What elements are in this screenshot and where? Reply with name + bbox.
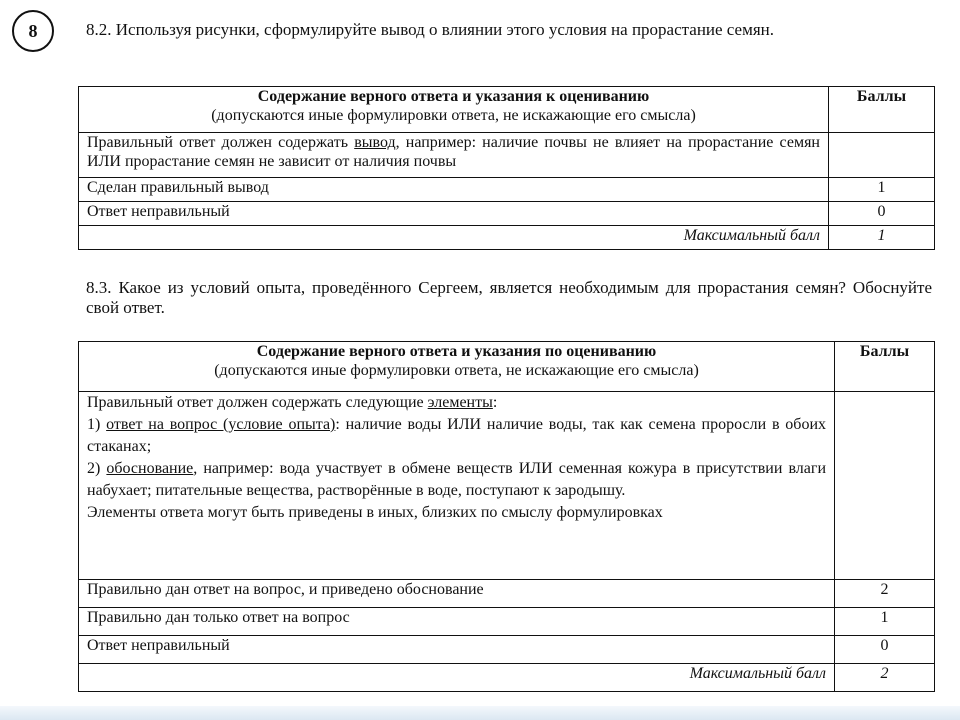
criterion-text: Правильно дан ответ на вопрос, и приведено обоснование (79, 580, 835, 608)
header-title: Содержание верного ответа и указания к оцениванию (257, 88, 650, 105)
answer-row (79, 392, 935, 580)
header-title: Содержание верного ответа и указания по оцениванию (256, 343, 657, 360)
table-header-row (79, 87, 935, 133)
answer-points-empty (835, 392, 935, 580)
max-score-value: 2 (835, 664, 935, 692)
criterion-points: 1 (829, 178, 935, 202)
grading-table-8-3 (78, 341, 935, 692)
table-row (79, 202, 935, 226)
table-row (79, 608, 935, 636)
grading-table-8-2 (78, 86, 935, 250)
header-content-cell (79, 87, 829, 133)
criterion-text: Ответ неправильный (79, 636, 835, 664)
max-score-row (79, 226, 935, 250)
answer-row (79, 133, 935, 178)
table-header-row (79, 342, 935, 392)
table-row (79, 580, 935, 608)
criterion-points: 1 (835, 608, 935, 636)
criterion-points: 0 (829, 202, 935, 226)
answer-points-empty (829, 133, 935, 178)
answer-key-term: элементы (427, 394, 493, 411)
criterion-points: 0 (835, 636, 935, 664)
criterion-text: Правильно дан только ответ на вопрос (79, 608, 835, 636)
header-subtitle: (допускаются иные формулировки ответа, не искажающие его смысла) (214, 362, 699, 379)
criterion-text: Сделан правильный вывод (79, 178, 829, 202)
element-1-key: ответ на вопрос (условие опыта) (106, 416, 336, 433)
max-score-value: 1 (829, 226, 935, 250)
header-points: Баллы (829, 87, 935, 133)
max-score-row (79, 664, 935, 692)
answer-key-term: вывод (354, 134, 396, 151)
header-content-cell (79, 342, 835, 392)
table-row (79, 636, 935, 664)
table-row (79, 178, 935, 202)
answer-element-2: 2) обоснование, например: вода участвует в обмене веществ ИЛИ семенная кожура в присутствии влаги набухает; питательные вещества, растворённые в воде, поступают к зародышу. (87, 460, 827, 499)
task-number: 8 (28, 20, 38, 41)
criterion-text: Ответ неправильный (79, 202, 829, 226)
answer-cell: Правильный ответ должен содержать вывод, например: наличие почвы не влияет на прорастание семян ИЛИ прорастание семян не зависит от наличия почвы (79, 133, 829, 178)
criterion-points: 2 (835, 580, 935, 608)
bottom-edge-strip (0, 706, 960, 720)
max-score-label: Максимальный балл (79, 226, 829, 250)
task-number-badge (12, 10, 54, 52)
question-8-3: 8.3. Какое из условий опыта, проведённого Сергеем, является необходимым для прорастания семян? Обоснуйте свой ответ. (86, 278, 932, 317)
header-subtitle: (допускаются иные формулировки ответа, не искажающие его смысла) (211, 107, 696, 124)
answer-element-1: 1) ответ на вопрос (условие опыта): наличие воды ИЛИ наличие воды, так как семена проросли в обоих стаканах; (87, 416, 827, 455)
max-score-label: Максимальный балл (79, 664, 835, 692)
header-points: Баллы (835, 342, 935, 392)
answer-intro: Правильный ответ должен содержать следующие элементы: (87, 394, 498, 411)
answer-cell (79, 392, 835, 580)
question-8-2: 8.2. Используя рисунки, сформулируйте вывод о влиянии этого условия на прорастание семян. (86, 20, 775, 39)
element-2-key: обоснование (106, 460, 194, 477)
answer-note: Элементы ответа могут быть приведены в иных, близких по смыслу формулировках (87, 504, 663, 521)
